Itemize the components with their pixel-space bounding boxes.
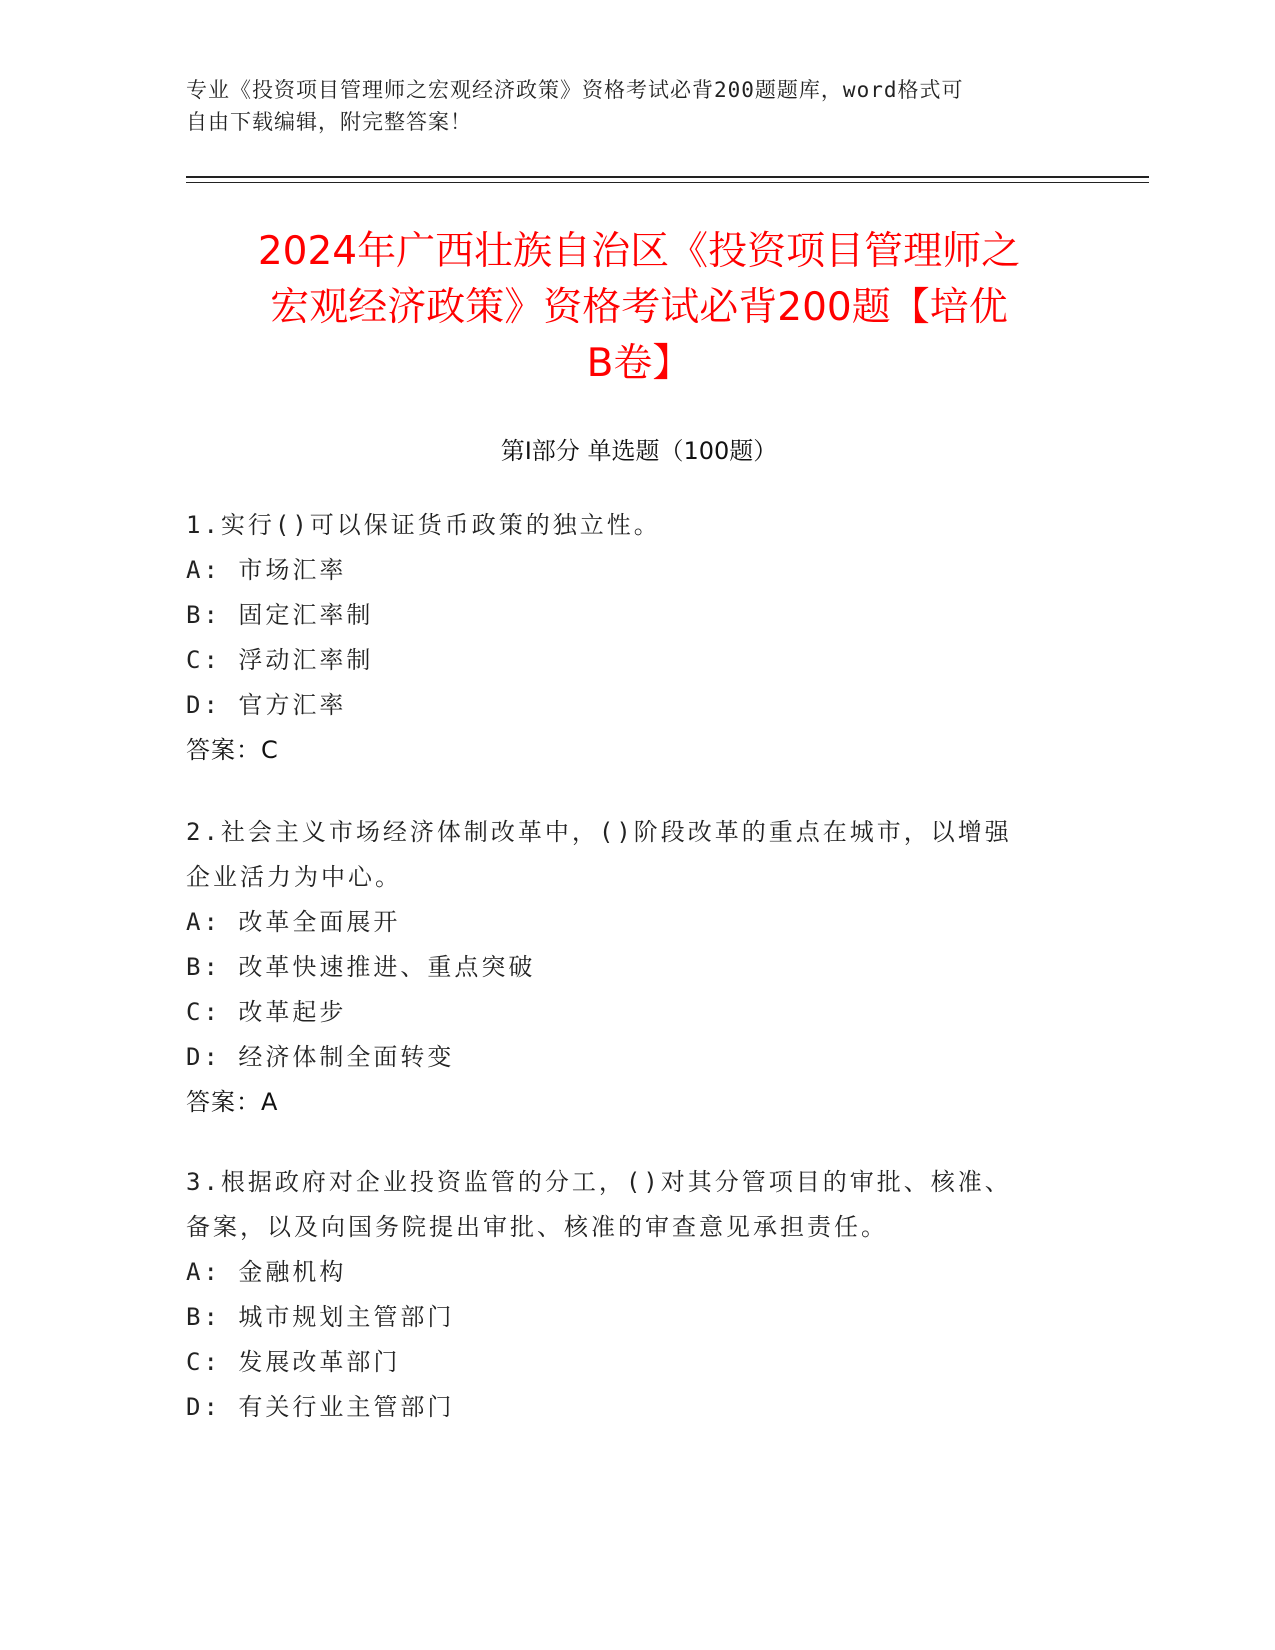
question-3-option-a: A: 金融机构 (186, 1258, 347, 1286)
question-2 (186, 810, 1066, 1125)
question-2-answer: 答案：A (186, 1088, 279, 1116)
question-1-stem-line-1: 1.实行()可以保证货币政策的独立性。 (186, 511, 661, 539)
question-1-option-d: D: 官方汇率 (186, 691, 347, 719)
header-note (186, 74, 1066, 138)
question-3-stem-line-2: 备案，以及向国务院提出审批、核准的审查意见承担责任。 (186, 1213, 888, 1241)
header-note-line-2: 自由下载编辑，附完整答案！ (186, 110, 472, 134)
question-2-option-a: A: 改革全面展开 (186, 908, 401, 936)
question-2-option-b: B: 改革快速推进、重点突破 (186, 953, 536, 981)
question-1 (186, 503, 1066, 773)
document-title-line-2: 宏观经济政策》资格考试必背200题【培优 (270, 285, 1008, 330)
document-title-line-1: 2024年广西壮族自治区《投资项目管理师之 (257, 229, 1021, 274)
question-3-option-b: B: 城市规划主管部门 (186, 1303, 455, 1331)
question-1-option-a: A: 市场汇率 (186, 556, 347, 584)
question-1-answer: 答案：C (186, 736, 279, 764)
question-3 (186, 1160, 1066, 1430)
question-2-option-d: D: 经济体制全面转变 (186, 1043, 455, 1071)
header-rule-thin (186, 182, 1149, 183)
question-2-stem-line-2: 企业活力为中心。 (186, 863, 402, 891)
document-title-line-3: B卷】 (586, 341, 692, 386)
question-2-option-c: C: 改革起步 (186, 998, 347, 1026)
question-3-option-d: D: 有关行业主管部门 (186, 1393, 455, 1421)
question-3-option-c: C: 发展改革部门 (186, 1348, 401, 1376)
document-title (186, 224, 1092, 392)
question-2-stem-line-1: 2.社会主义市场经济体制改革中，()阶段改革的重点在城市，以增强 (186, 818, 1012, 846)
section-title: 第Ⅰ部分 单选题（100题） (500, 437, 778, 465)
question-3-stem-line-1: 3.根据政府对企业投资监管的分工，()对其分管项目的审批、核准、 (186, 1168, 1012, 1196)
header-note-line-1: 专业《投资项目管理师之宏观经济政策》资格考试必背200题题库，word格式可 (186, 78, 964, 102)
header-rule-thick (186, 176, 1149, 178)
question-1-option-c: C: 浮动汇率制 (186, 646, 374, 674)
question-1-option-b: B: 固定汇率制 (186, 601, 374, 629)
